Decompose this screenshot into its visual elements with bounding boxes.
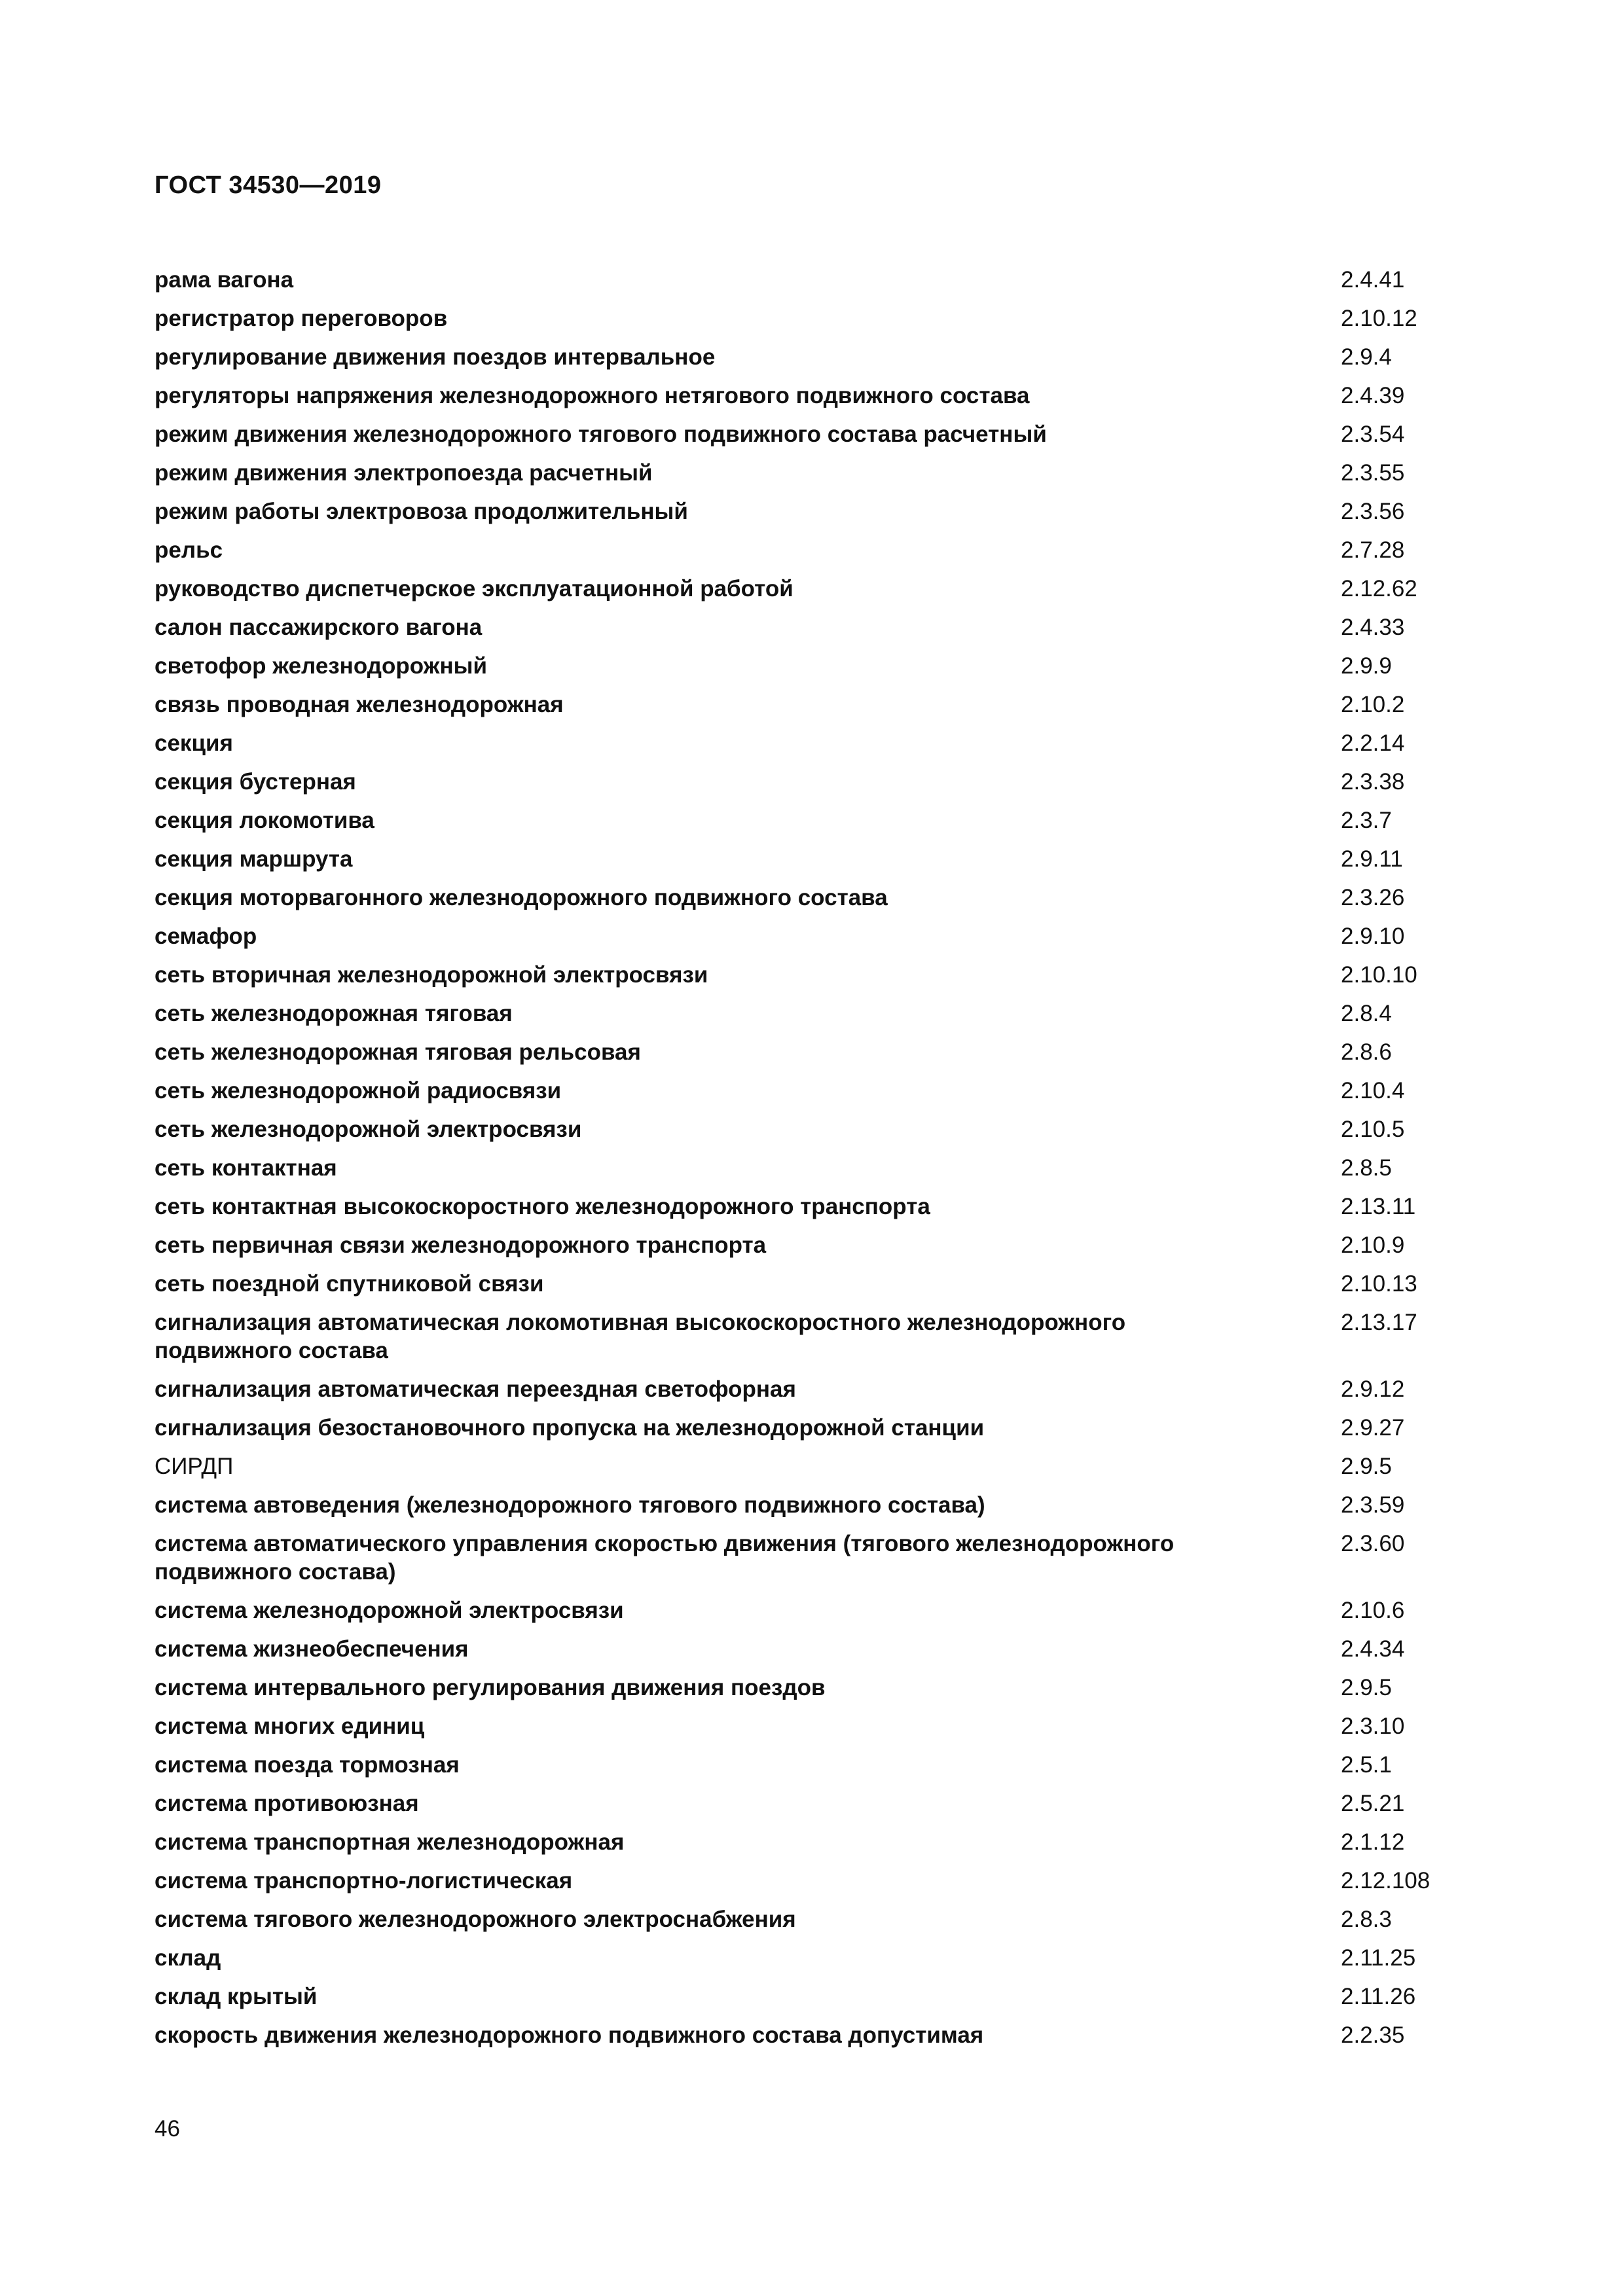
index-term: система автоматического управления скоростью движения (тягового железнодорожного подвижного состава) — [155, 1531, 1175, 1585]
index-reference: 2.12.108 — [1341, 1868, 1431, 1893]
index-entry — [155, 1524, 1464, 1591]
index-entry — [155, 376, 1464, 415]
index-reference: 2.3.55 — [1341, 460, 1405, 486]
index-entry — [155, 338, 1464, 376]
index-term: система противоюзная — [155, 1791, 419, 1816]
index-entry — [155, 1823, 1464, 1861]
index-reference: 2.9.11 — [1341, 846, 1403, 872]
index-term: склад крытый — [155, 1984, 318, 2009]
index-term: сеть железнодорожной электросвязи — [155, 1117, 582, 1142]
index-entry — [155, 492, 1464, 531]
index-term: сигнализация безостановочного пропуска на железнодорожной станции — [155, 1415, 985, 1441]
index-reference: 2.7.28 — [1341, 537, 1405, 563]
index-reference: 2.4.41 — [1341, 267, 1405, 293]
index-term: система тягового железнодорожного электроснабжения — [155, 1907, 796, 1932]
index-reference: 2.3.10 — [1341, 1713, 1405, 1739]
index-term: СИРДП — [155, 1454, 234, 1479]
index-term: секция — [155, 730, 233, 756]
index-term: сигнализация автоматическая переездная светофорная — [155, 1376, 796, 1402]
index-term: сигнализация автоматическая локомотивная высокоскоростного железнодорожного подвижного состава — [155, 1310, 1126, 1363]
index-term: система транспортная железнодорожная — [155, 1829, 625, 1855]
index-entry — [155, 569, 1464, 608]
index-reference: 2.5.21 — [1341, 1791, 1405, 1816]
index-term: система многих единиц — [155, 1713, 425, 1739]
index-entry — [155, 1486, 1464, 1524]
index-term: система автоведения (железнодорожного тягового подвижного состава) — [155, 1492, 985, 1518]
index-reference: 2.9.9 — [1341, 653, 1392, 679]
index-reference: 2.2.14 — [1341, 730, 1405, 756]
index-term: система транспортно-логистическая — [155, 1868, 573, 1893]
index-entry — [155, 724, 1464, 762]
index-reference: 2.4.34 — [1341, 1636, 1405, 1662]
index-term: регуляторы напряжения железнодорожного нетягового подвижного состава — [155, 383, 1030, 408]
document-header: ГОСТ 34530—2019 — [155, 171, 382, 199]
index-reference: 2.10.2 — [1341, 692, 1405, 717]
index-term: сеть вторичная железнодорожной электросвязи — [155, 962, 708, 988]
index-reference: 2.4.33 — [1341, 615, 1405, 640]
index-reference: 2.9.12 — [1341, 1376, 1405, 1402]
term-index-list — [155, 260, 1464, 2054]
index-reference: 2.3.7 — [1341, 808, 1392, 833]
index-term: скорость движения железнодорожного подвижного состава допустимая — [155, 2022, 984, 2048]
index-term: руководство диспетчерское эксплуатационной работой — [155, 576, 793, 601]
index-entry — [155, 1630, 1464, 1668]
index-term: регулирование движения поездов интервальное — [155, 344, 716, 370]
index-entry — [155, 1370, 1464, 1408]
index-reference: 2.13.17 — [1341, 1310, 1417, 1335]
index-reference: 2.3.60 — [1341, 1531, 1405, 1556]
index-entry — [155, 531, 1464, 569]
index-term: связь проводная железнодорожная — [155, 692, 564, 717]
index-reference: 2.11.25 — [1341, 1945, 1416, 1971]
index-entry — [155, 415, 1464, 454]
index-entry — [155, 1187, 1464, 1226]
index-term: сеть поездной спутниковой связи — [155, 1271, 544, 1297]
index-term: секция локомотива — [155, 808, 374, 833]
index-entry — [155, 454, 1464, 492]
index-reference: 2.12.62 — [1341, 576, 1417, 601]
index-entry — [155, 685, 1464, 724]
index-reference: 2.10.4 — [1341, 1078, 1405, 1103]
index-entry — [155, 1939, 1464, 1977]
index-entry — [155, 956, 1464, 994]
index-term: система жизнеобеспечения — [155, 1636, 469, 1662]
index-entry — [155, 1746, 1464, 1784]
index-reference: 2.1.12 — [1341, 1829, 1405, 1855]
index-term: система интервального регулирования движения поездов — [155, 1675, 826, 1700]
index-entry — [155, 801, 1464, 840]
index-entry — [155, 1861, 1464, 1900]
index-term: сеть железнодорожной радиосвязи — [155, 1078, 562, 1103]
index-entry — [155, 878, 1464, 917]
index-reference: 2.3.38 — [1341, 769, 1405, 795]
index-entry — [155, 1265, 1464, 1303]
index-term: режим работы электровоза продолжительный — [155, 499, 688, 524]
index-term: секция бустерная — [155, 769, 356, 795]
index-reference: 2.8.4 — [1341, 1001, 1392, 1026]
index-entry — [155, 2016, 1464, 2054]
index-reference: 2.4.39 — [1341, 383, 1405, 408]
index-reference: 2.8.3 — [1341, 1907, 1392, 1932]
index-entry — [155, 1447, 1464, 1486]
index-entry — [155, 647, 1464, 685]
index-reference: 2.10.10 — [1341, 962, 1417, 988]
index-reference: 2.11.26 — [1341, 1984, 1416, 2009]
index-term: сеть контактная — [155, 1155, 337, 1181]
index-reference: 2.10.9 — [1341, 1232, 1405, 1258]
index-reference: 2.3.26 — [1341, 885, 1405, 910]
index-term: склад — [155, 1945, 221, 1971]
index-entry — [155, 1977, 1464, 2016]
index-entry — [155, 1226, 1464, 1265]
index-term: сеть контактная высокоскоростного железнодорожного транспорта — [155, 1194, 930, 1219]
index-reference: 2.9.5 — [1341, 1675, 1392, 1700]
index-entry — [155, 1591, 1464, 1630]
index-entry — [155, 1071, 1464, 1110]
index-entry — [155, 1784, 1464, 1823]
index-term: сеть железнодорожная тяговая рельсовая — [155, 1039, 641, 1065]
index-term: сеть первичная связи железнодорожного транспорта — [155, 1232, 767, 1258]
index-term: система поезда тормозная — [155, 1752, 460, 1778]
index-reference: 2.3.54 — [1341, 422, 1405, 447]
index-reference: 2.9.10 — [1341, 924, 1405, 949]
index-entry — [155, 1707, 1464, 1746]
index-entry — [155, 1033, 1464, 1071]
index-term: режим движения электропоезда расчетный — [155, 460, 653, 486]
index-reference: 2.3.56 — [1341, 499, 1405, 524]
index-entry — [155, 1668, 1464, 1707]
index-term: система железнодорожной электросвязи — [155, 1598, 624, 1623]
index-term: рама вагона — [155, 267, 294, 293]
page-number: 46 — [155, 2116, 180, 2142]
index-term: секция моторвагонного железнодорожного подвижного состава — [155, 885, 888, 910]
index-reference: 2.8.5 — [1341, 1155, 1392, 1181]
index-entry — [155, 1110, 1464, 1149]
index-entry — [155, 608, 1464, 647]
index-entry — [155, 299, 1464, 338]
index-entry — [155, 994, 1464, 1033]
index-entry — [155, 1900, 1464, 1939]
index-reference: 2.9.4 — [1341, 344, 1392, 370]
index-reference: 2.13.11 — [1341, 1194, 1416, 1219]
index-entry — [155, 1303, 1464, 1370]
index-reference: 2.9.27 — [1341, 1415, 1405, 1441]
index-term: сеть железнодорожная тяговая — [155, 1001, 513, 1026]
index-reference: 2.10.13 — [1341, 1271, 1417, 1297]
index-term: регистратор переговоров — [155, 306, 448, 331]
index-term: светофор железнодорожный — [155, 653, 487, 679]
index-entry — [155, 840, 1464, 878]
index-reference: 2.2.35 — [1341, 2022, 1405, 2048]
index-reference: 2.10.6 — [1341, 1598, 1405, 1623]
index-entry — [155, 1408, 1464, 1447]
index-term: семафор — [155, 924, 257, 949]
index-reference: 2.10.12 — [1341, 306, 1417, 331]
index-entry — [155, 1149, 1464, 1187]
index-reference: 2.9.5 — [1341, 1454, 1392, 1479]
index-entry — [155, 260, 1464, 299]
index-reference: 2.10.5 — [1341, 1117, 1405, 1142]
index-reference: 2.8.6 — [1341, 1039, 1392, 1065]
index-term: салон пассажирского вагона — [155, 615, 483, 640]
index-term: секция маршрута — [155, 846, 353, 872]
index-reference: 2.5.1 — [1341, 1752, 1392, 1778]
index-term: режим движения железнодорожного тягового подвижного состава расчетный — [155, 422, 1047, 447]
index-reference: 2.3.59 — [1341, 1492, 1405, 1518]
index-term: рельс — [155, 537, 223, 563]
index-entry — [155, 917, 1464, 956]
index-entry — [155, 762, 1464, 801]
